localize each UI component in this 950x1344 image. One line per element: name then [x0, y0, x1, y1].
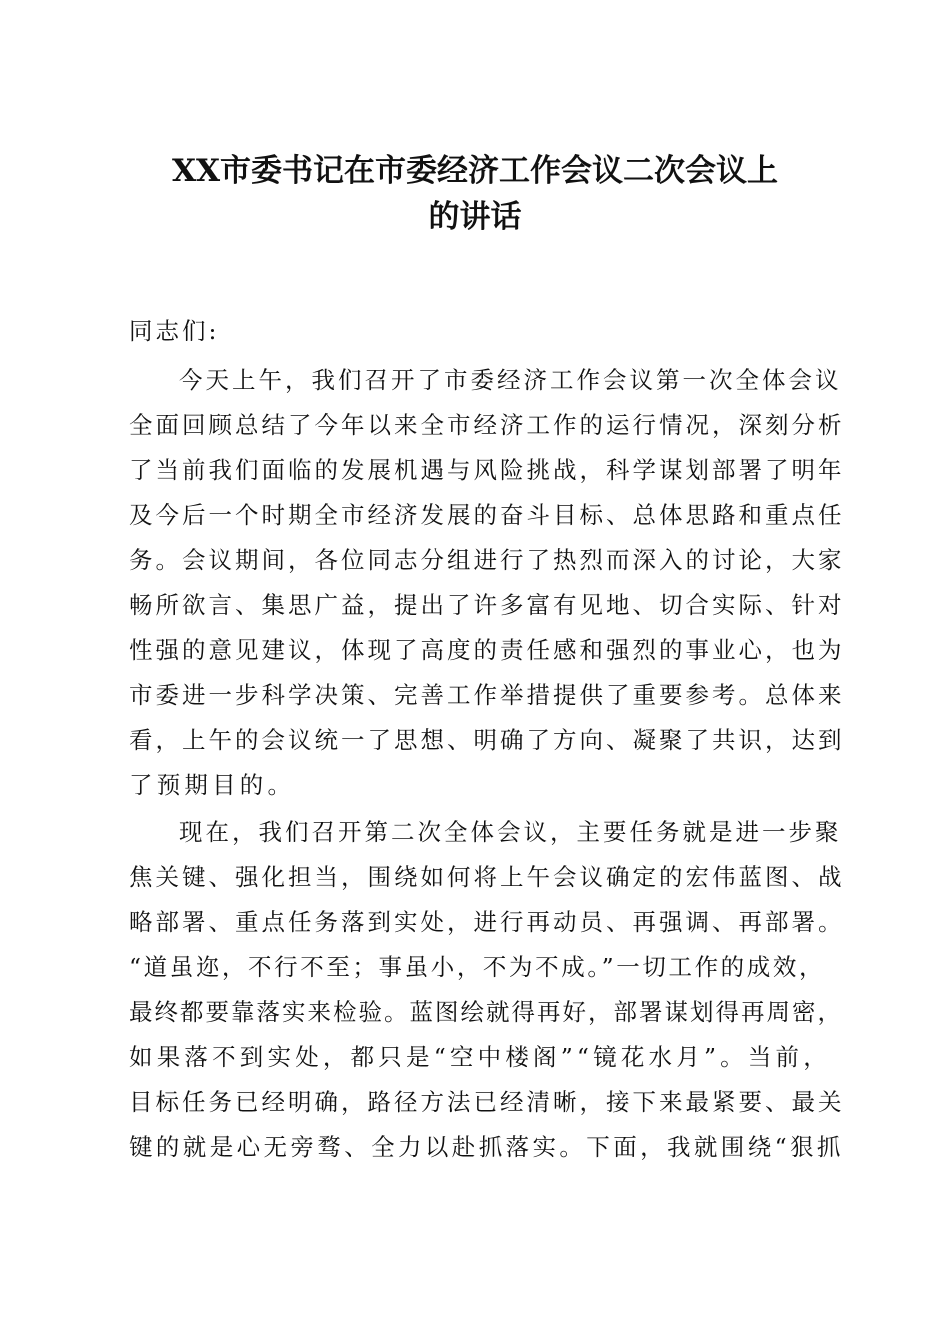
paragraph-1-line: 及今后一个时期全市经济发展的奋斗目标、总体思路和重点任: [129, 501, 845, 529]
title-line-2: 的讲话: [428, 199, 522, 235]
paragraph-2: [129, 810, 845, 1170]
salutation: 同志们:: [129, 317, 220, 345]
paragraph-2-line: 焦关键、强化担当，围绕如何将上午会议确定的宏伟蓝图、战: [129, 863, 845, 891]
document-title: [110, 148, 840, 240]
paragraph-2-line: 最终都要靠落实来检验。蓝图绘就得再好，部署谋划得再周密，: [129, 998, 843, 1026]
paragraph-2-line: “道虽迩，不行不至；事虽小，不为不成。”一切工作的成效，: [129, 953, 826, 981]
paragraph-2-line: 键的就是心无旁骛、全力以赴抓落实。下面，我就围绕“狠抓: [129, 1133, 844, 1161]
title-line-1: XX市委书记在市委经济工作会议二次会议上: [171, 153, 779, 189]
paragraph-1-line: 看，上午的会议统一了思想、明确了方向、凝聚了共识，达到: [129, 726, 845, 754]
paragraph-2-line: 如果落不到实处，都只是“空中楼阁”“镜花水月”。当前，: [129, 1043, 831, 1071]
paragraph-1-line: 畅所欲言、集思广益，提出了许多富有见地、切合实际、针对: [129, 591, 845, 619]
paragraph-1-line: 了预期目的。: [129, 771, 296, 799]
paragraph-1: [129, 358, 845, 808]
paragraph-1-line: 全面回顾总结了今年以来全市经济工作的运行情况，深刻分析: [129, 411, 845, 439]
paragraph-1-line: 性强的意见建议，体现了高度的责任感和强烈的事业心，也为: [129, 636, 845, 664]
paragraph-1-line: 今天上午，我们召开了市委经济工作会议第一次全体会议: [179, 366, 842, 394]
document-body: [129, 310, 845, 1170]
paragraph-2-line: 目标任务已经明确，路径方法已经清晰，接下来最紧要、最关: [129, 1088, 845, 1116]
paragraph-1-line: 了当前我们面临的发展机遇与风险挑战，科学谋划部署了明年: [129, 456, 845, 484]
paragraph-1-line: 务。会议期间，各位同志分组进行了热烈而深入的讨论，大家: [129, 546, 845, 574]
paragraph-1-line: 市委进一步科学决策、完善工作举措提供了重要参考。总体来: [129, 681, 845, 709]
paragraph-2-line: 略部署、重点任务落到实处，进行再动员、再强调、再部署。: [129, 908, 845, 936]
paragraph-2-line: 现在，我们召开第二次全体会议，主要任务就是进一步聚: [179, 818, 842, 846]
